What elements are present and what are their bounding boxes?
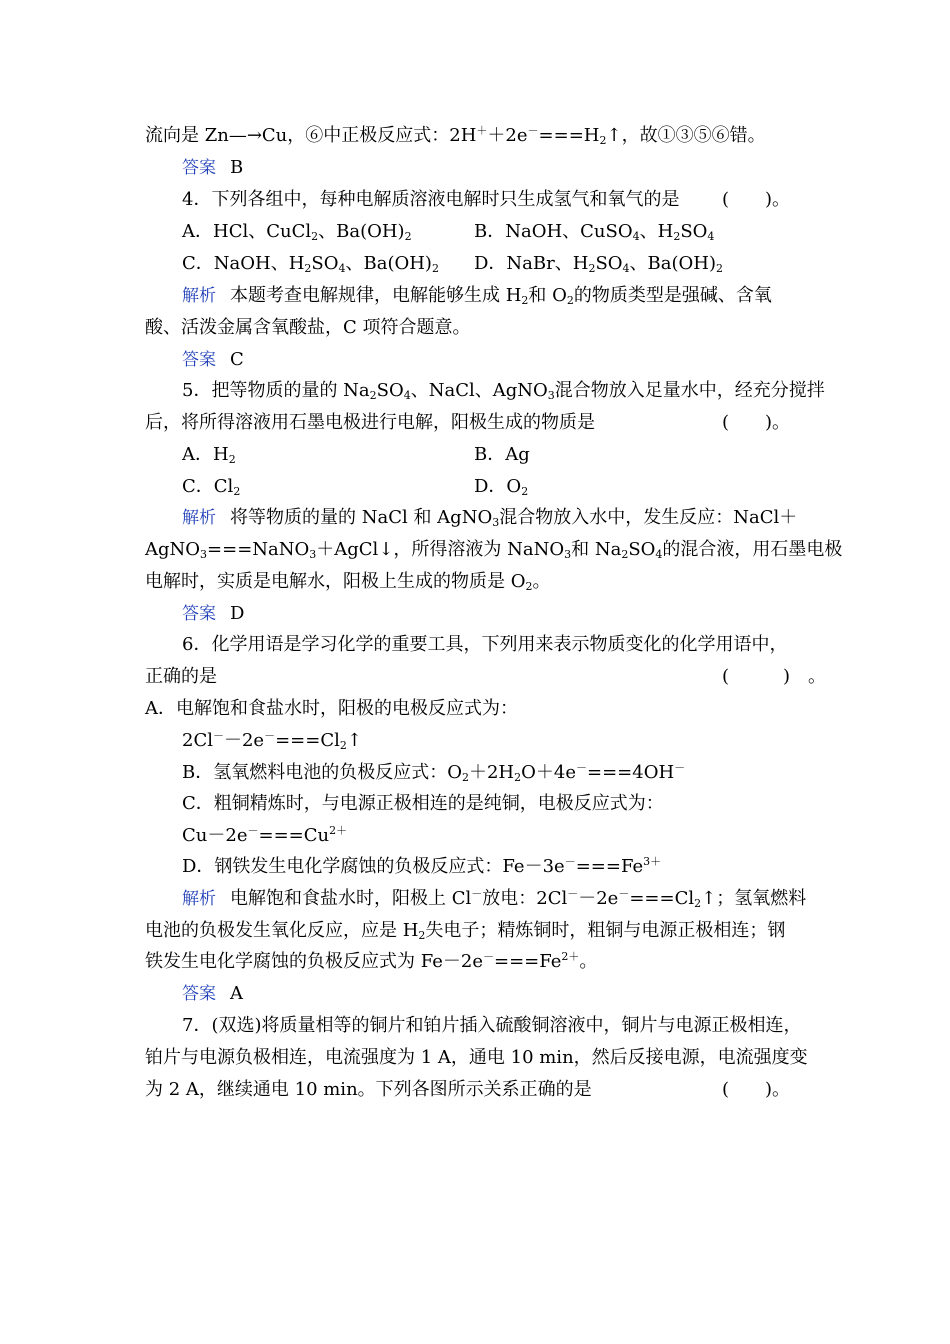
option-a: A．$H_2$ — [182, 444, 236, 466]
option-a: A．HCl、CuCl$_2$、$Ba(OH)_2$ — [182, 221, 412, 243]
analysis-line: AgNO$_3$===NaNO$_3$＋AgCl↓，所得溶液为 NaNO$_3$和 $Na_2SO_4$的混合液，用石墨电极 — [145, 539, 843, 561]
option-a: A．电解饱和食盐水时，阳极的电极反应式为： — [145, 698, 518, 719]
analysis-line: 解析 电解饱和食盐水时，阳极上 Cl－放电：$2Cl^--2e^-===Cl_2↑$；氢氧燃料 — [182, 887, 807, 910]
analysis-line: 电池的负极发生氧化反应，应是 $H_2$失电子；精炼铜时，粗铜与电源正极相连；钢 — [145, 920, 786, 942]
answer-line: 答案 B — [182, 157, 244, 178]
question-4-stem: 4．下列各组中，每种电解质溶液电解时只生成氢气和氧气的是 — [182, 189, 680, 210]
option-c: C．$Cl_2$ — [182, 476, 241, 498]
option-b: B．Ag — [474, 444, 530, 465]
option-d: D．$O_2$ — [474, 476, 529, 498]
answer-paren: ( ) 。 — [722, 666, 827, 687]
analysis-line: 解析 本题考查电解规律，电解能够生成 $H_2$和 $O_2$的物质类型是强碱、含氧 — [182, 285, 772, 307]
question-5-stem: 5．把等物质的量的 $Na_2SO_4$、NaCl、AgNO$_3$混合物放入足量水中，经充分搅拌 — [182, 380, 825, 402]
analysis-line: 酸、活泼金属含氧酸盐，C 项符合题意。 — [145, 317, 471, 338]
option-c-formula: $Cu-2e^-===Cu^{2+}$ — [182, 824, 348, 846]
analysis-line: 电解时，实质是电解水，阳极上生成的物质是 $O_2$。 — [145, 571, 551, 593]
answer-paren: ( )。 — [722, 412, 791, 433]
analysis-label: 解析 — [182, 889, 216, 909]
answer-label: 答案 — [182, 158, 216, 178]
question-7-stem: 为 2 A，继续通电 10 min。下列各图所示关系正确的是 — [145, 1079, 592, 1100]
answer-label: 答案 — [182, 604, 216, 624]
option-d: D．NaBr、$H_2SO_4$、$Ba(OH)_2$ — [474, 253, 724, 275]
answer-paren: ( )。 — [722, 189, 791, 210]
question-5-stem: 后，将所得溶液用石墨电极进行电解，阳极生成的物质是 — [145, 412, 595, 433]
question-6-stem: 正确的是 — [145, 666, 217, 687]
option-b: B．NaOH、CuSO$_4$、$H_2SO_4$ — [474, 221, 715, 243]
answer-label: 答案 — [182, 350, 216, 370]
option-c: C．粗铜精炼时，与电源正极相连的是纯铜，电极反应式为： — [182, 793, 664, 814]
text-line: 流向是 Zn—→Cu，⑥中正极反应式：$2H^++2e^-===H_2↑$，故①③⑤⑥错。 — [145, 124, 766, 147]
option-d: D．钢铁发生电化学腐蚀的负极反应式：$Fe-3e^-===Fe^{3+}$ — [182, 855, 662, 877]
answer-paren: ( )。 — [722, 1079, 791, 1100]
answer-line: 答案 C — [182, 349, 244, 370]
analysis-label: 解析 — [182, 508, 216, 528]
answer-label: 答案 — [182, 984, 216, 1004]
question-7-stem: 铂片与电源负极相连，电流强度为 1 A，通电 10 min，然后反接电源，电流强度变 — [145, 1047, 808, 1068]
analysis-line: 解析 将等物质的量的 NaCl 和 AgNO$_3$混合物放入水中，发生反应：NaCl＋ — [182, 507, 798, 529]
option-b: B．氢氧燃料电池的负极反应式：$O_2+2H_2O+4e^-===4OH^-$ — [182, 761, 686, 784]
option-c: C．NaOH、$H_2SO_4$、$Ba(OH)_2$ — [182, 253, 439, 275]
analysis-label: 解析 — [182, 286, 216, 306]
answer-line: 答案 D — [182, 603, 245, 624]
question-7-stem: 7．(双选)将质量相等的铜片和铂片插入硫酸铜溶液中，铜片与电源正极相连， — [182, 1015, 802, 1036]
question-6-stem: 6．化学用语是学习化学的重要工具，下列用来表示物质变化的化学用语中， — [182, 634, 788, 655]
option-a-formula: $2Cl^--2e^-===Cl_2↑$ — [182, 729, 362, 752]
analysis-line: 铁发生电化学腐蚀的负极反应式为 $Fe-2e^-===Fe^{2+}$。 — [145, 950, 598, 972]
answer-line: 答案 A — [182, 983, 243, 1004]
